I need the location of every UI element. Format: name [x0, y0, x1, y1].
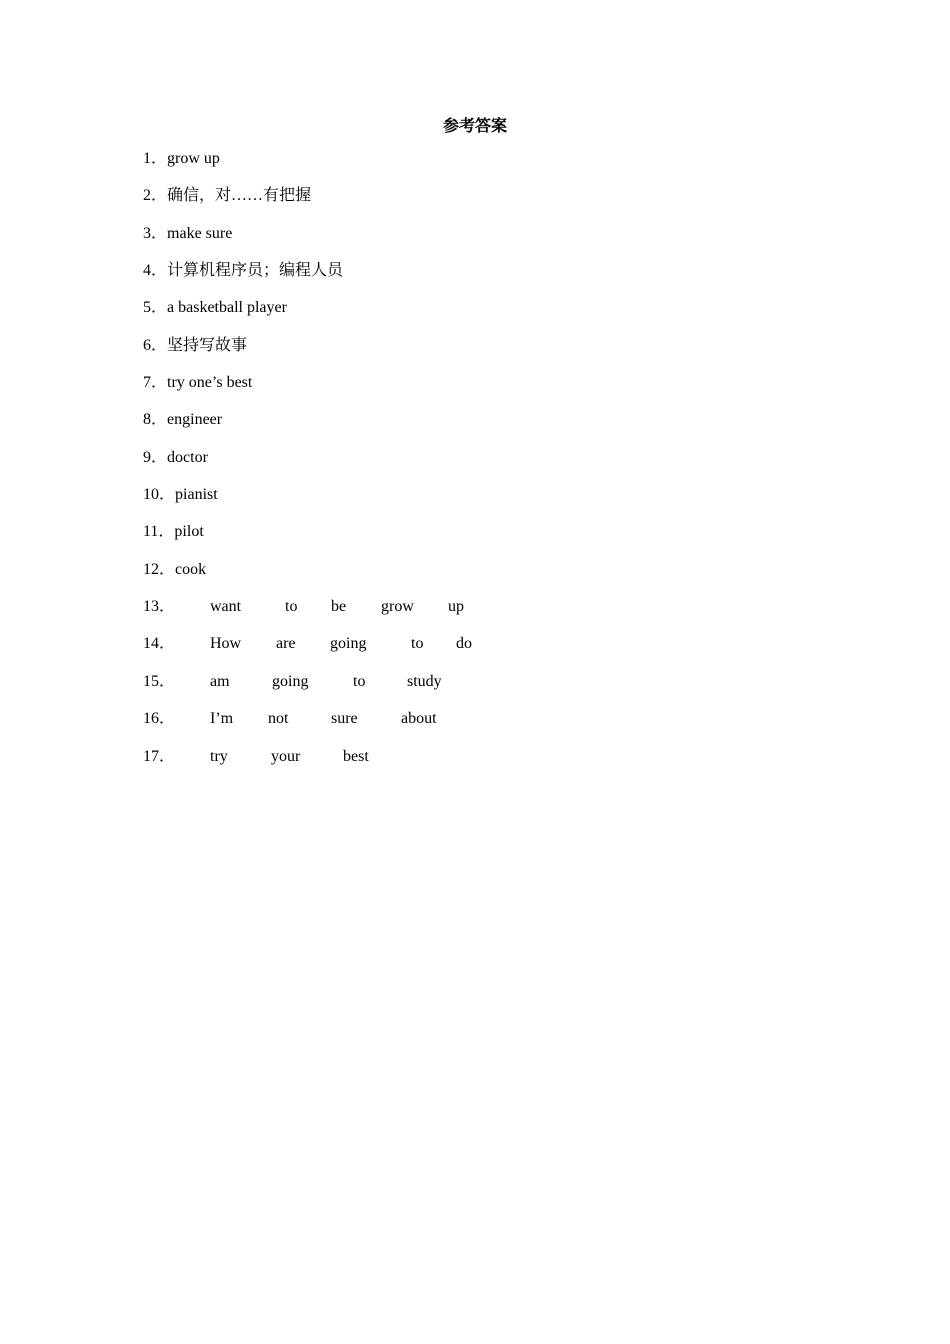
blank-word: want — [210, 598, 242, 616]
item-answer: doctor — [167, 448, 208, 466]
blank-word: are — [276, 635, 296, 653]
blank-word: do — [456, 635, 472, 653]
item-answer: a basketball player — [167, 299, 287, 317]
blank-word: try — [210, 747, 228, 765]
item-number: 10． — [143, 486, 176, 504]
item-answer: 坚持写故事 — [167, 336, 248, 354]
answer-item — [143, 223, 843, 260]
blank-word: best — [343, 747, 369, 765]
item-answer: engineer — [167, 411, 223, 429]
answer-item — [143, 260, 843, 297]
blank-word: to — [411, 635, 424, 653]
fill-blank-item — [143, 633, 843, 670]
page-title: 参考答案 — [442, 118, 507, 135]
item-number: 12． — [143, 560, 176, 578]
blank-word: am — [210, 672, 230, 690]
item-number: 11． — [143, 523, 175, 541]
answer-item — [143, 559, 843, 596]
blank-word: I’m — [210, 710, 234, 728]
answer-item — [143, 409, 843, 446]
answer-item — [143, 185, 843, 222]
item-answer: pilot — [174, 523, 204, 541]
blank-word: your — [271, 747, 301, 765]
item-number: 8． — [143, 411, 168, 429]
blank-word: How — [210, 635, 242, 653]
item-number: 9． — [143, 448, 168, 466]
item-number: 4． — [143, 262, 168, 280]
blank-word: sure — [331, 710, 358, 728]
answer-list — [143, 148, 843, 783]
answer-item — [143, 484, 843, 521]
item-answer: pianist — [175, 486, 218, 504]
item-number: 13． — [143, 598, 176, 616]
answer-item — [143, 335, 843, 372]
blank-word: going — [330, 635, 367, 653]
answer-item — [143, 521, 843, 558]
item-number: 16． — [143, 710, 176, 728]
blank-word: study — [407, 672, 442, 690]
blank-word: about — [401, 710, 437, 728]
item-number: 14． — [143, 635, 176, 653]
item-answer: grow up — [167, 150, 220, 167]
item-answer: 确信，对……有把握 — [167, 187, 312, 205]
item-answer: 计算机程序员；编程人员 — [167, 262, 344, 280]
blank-word: to — [353, 672, 366, 690]
answer-item — [143, 447, 843, 484]
item-number: 15． — [143, 672, 176, 690]
item-number: 7． — [143, 374, 168, 392]
fill-blank-item — [143, 746, 843, 783]
blank-word: to — [285, 598, 298, 616]
item-answer: make sure — [167, 224, 233, 242]
answer-item — [143, 297, 843, 334]
blank-word: be — [331, 598, 347, 616]
fill-blank-item — [143, 671, 843, 708]
item-number: 1． — [143, 150, 168, 167]
blank-word: going — [272, 672, 309, 690]
item-number: 5． — [143, 299, 168, 317]
item-number: 17． — [143, 747, 176, 765]
answer-item — [143, 372, 843, 409]
item-answer: try one’s best — [167, 374, 253, 392]
item-answer: cook — [175, 560, 207, 578]
blank-word: not — [268, 710, 289, 728]
answer-item — [143, 148, 843, 185]
blank-word: grow — [381, 598, 414, 616]
fill-blank-item — [143, 708, 843, 745]
blank-word: up — [448, 598, 464, 616]
fill-blank-item — [143, 596, 843, 633]
item-number: 6． — [143, 336, 168, 354]
item-number: 2． — [143, 187, 168, 205]
item-number: 3． — [143, 224, 168, 242]
